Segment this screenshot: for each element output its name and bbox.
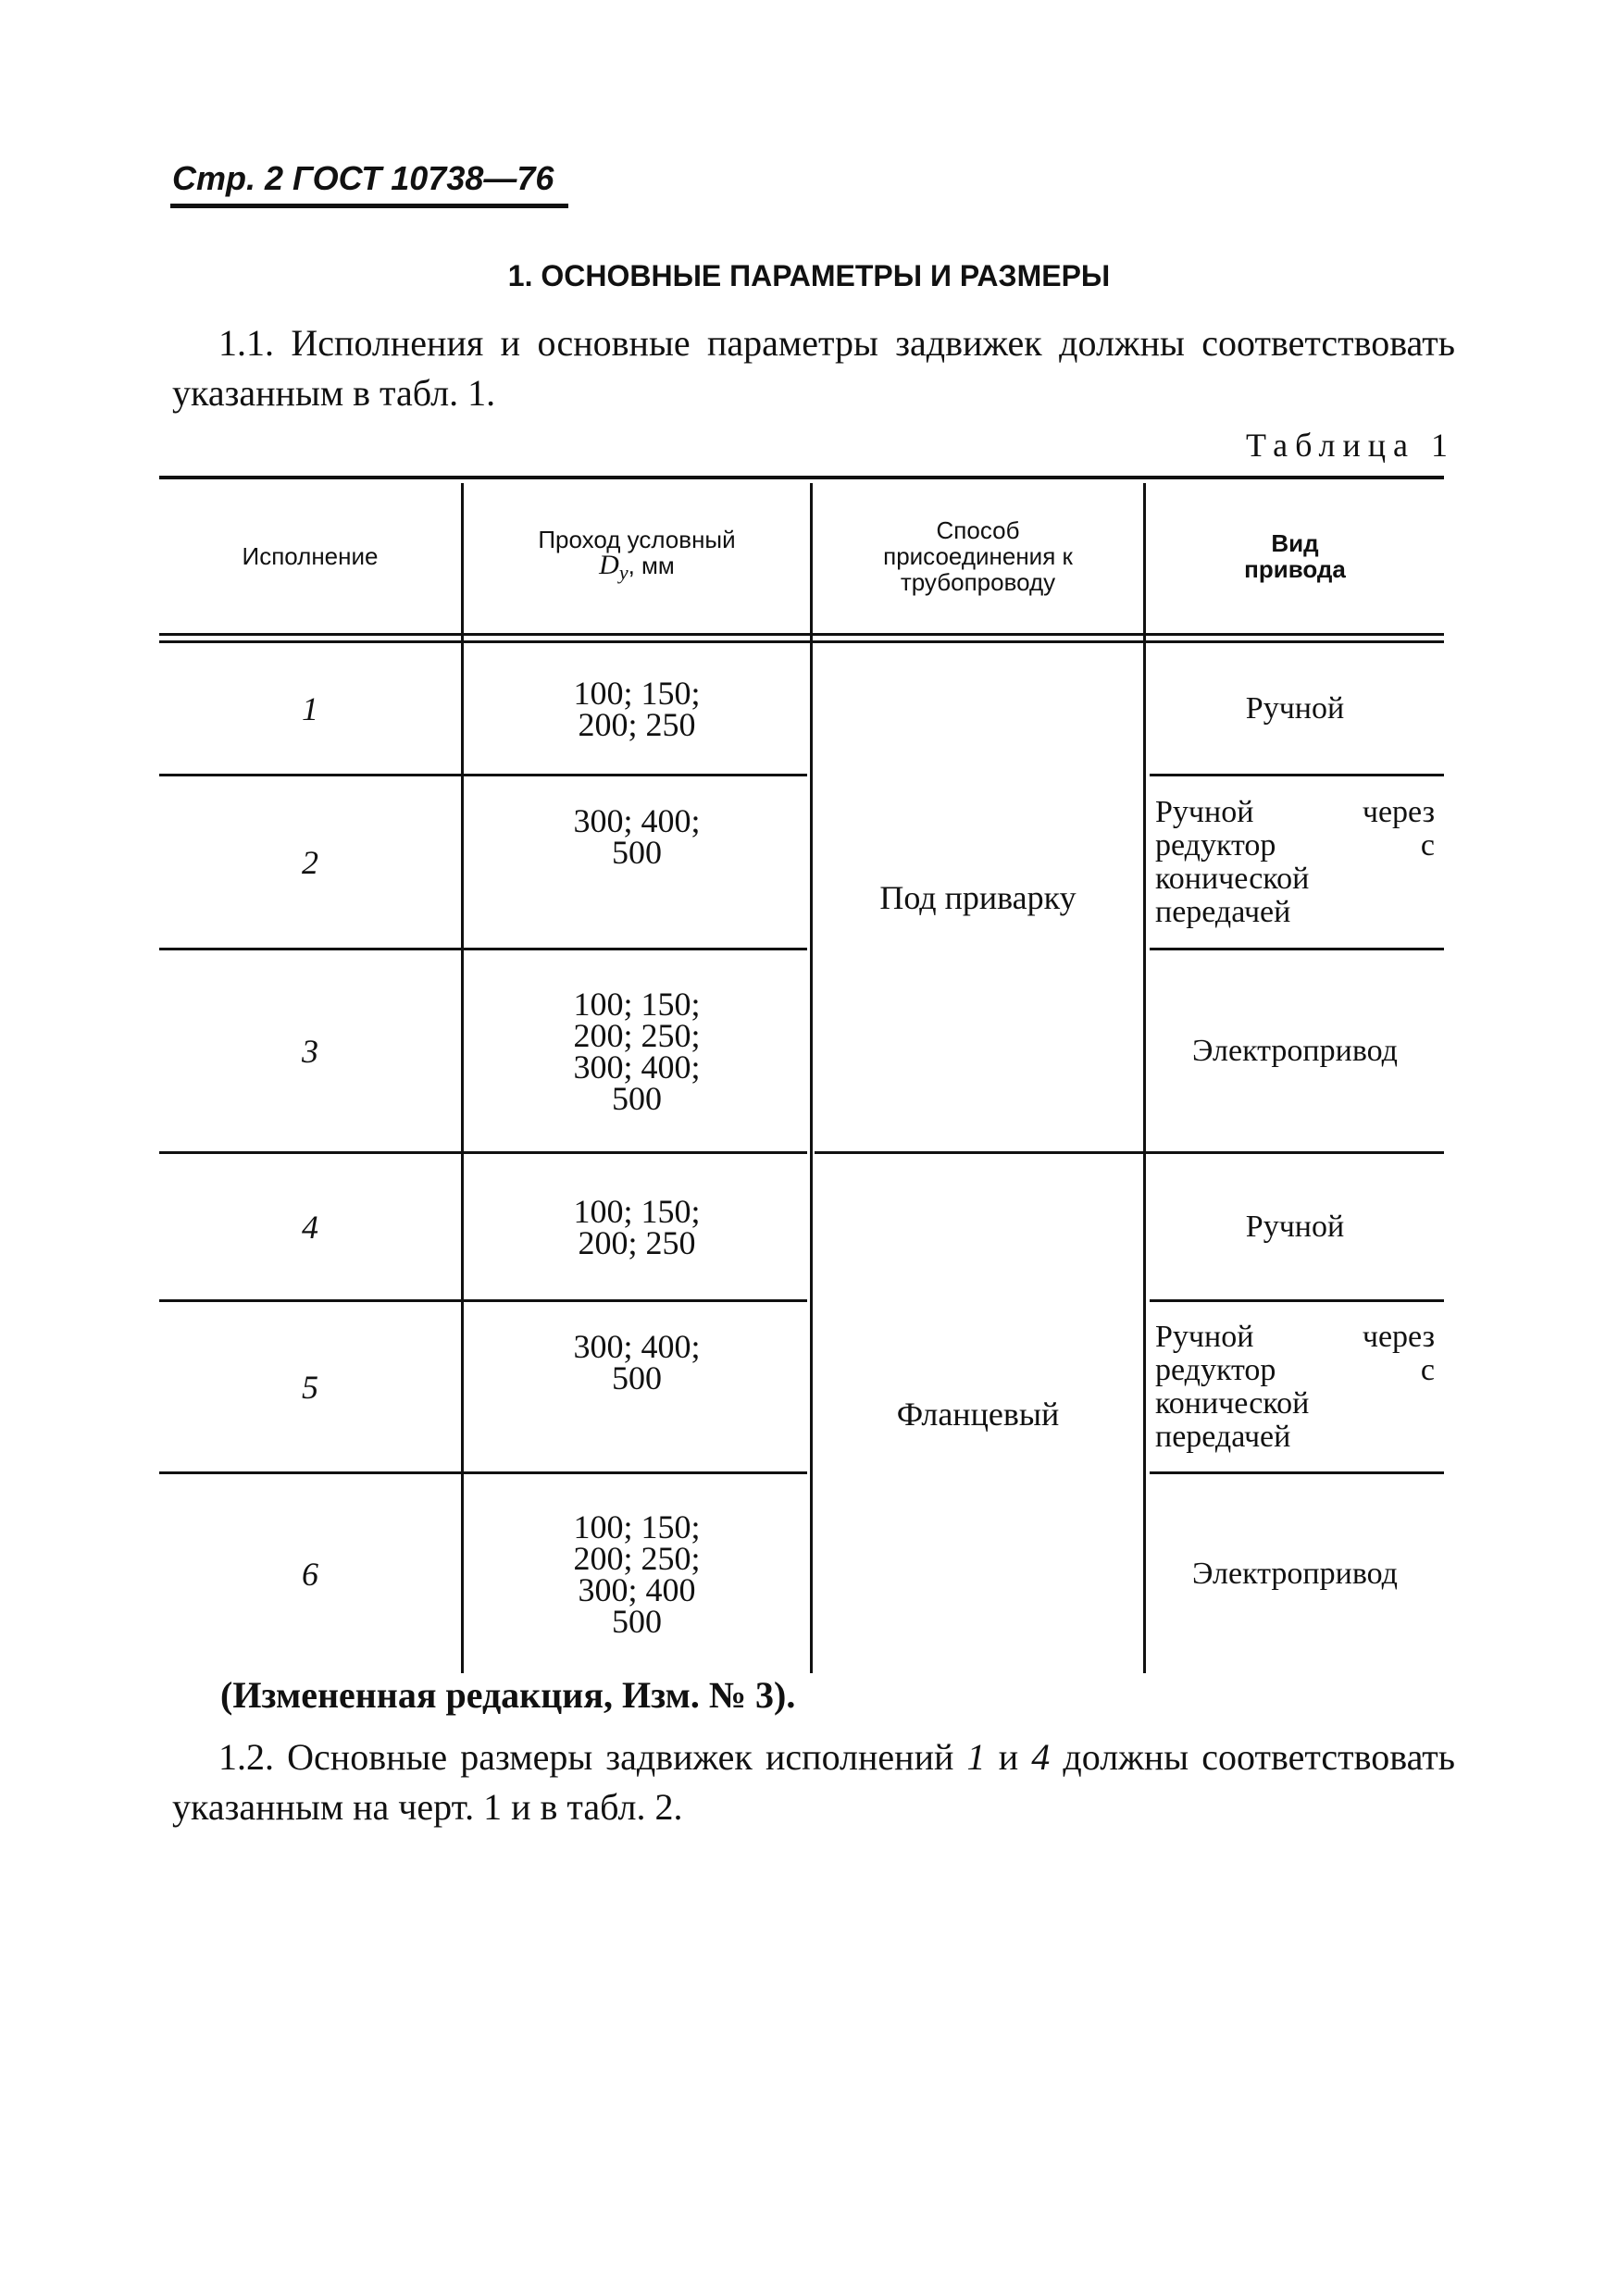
table-1 (159, 476, 1444, 1673)
cell-drive-2 (1146, 776, 1444, 948)
paragraph-1-1: 1.1. Исполнения и основные параметры задвижек должны соответствовать указанным в табл. 1. (172, 322, 1455, 414)
symbol-d-sub: у (618, 561, 629, 585)
unit-mm: , мм (628, 551, 675, 579)
cell-execution-5: 5 (302, 1368, 318, 1406)
table-label: Таблица 1 (1246, 427, 1455, 464)
cell-drive-3: Электропривод (1192, 1033, 1398, 1068)
cell-drive-5-text: Ручной через редуктор с конической передачей (1155, 1319, 1435, 1454)
cell-connection-flanged: Фланцевый (896, 1395, 1060, 1433)
symbol-d: D (599, 549, 619, 580)
header-nominal-bore (464, 481, 810, 631)
paragraph-1-2-before: 1.2. Основные размеры задвижек исполнений (218, 1736, 967, 1778)
header-drive (1146, 481, 1444, 631)
cell-drive-2-text: Ручной через редуктор с конической передачей (1155, 794, 1435, 929)
header-execution-text: Исполнение (242, 542, 379, 570)
header-double-rule-top (159, 633, 1444, 636)
header-nominal-bore-symbol-line (599, 549, 675, 586)
cell-drive-6: Электропривод (1192, 1556, 1398, 1591)
paragraph-1-2-num-a: 1 (966, 1736, 986, 1778)
cell-execution-6: 6 (302, 1555, 318, 1593)
cell-drive-4: Ручной (1245, 1209, 1345, 1244)
cell-drive-5 (1146, 1302, 1444, 1471)
cell-bore-2: 300; 400; 500 (573, 802, 701, 871)
cell-execution-4: 4 (302, 1208, 318, 1246)
cell-bore-6: 100; 150; 200; 250; 300; 400 500 (573, 1508, 701, 1640)
header-connection (813, 481, 1143, 631)
cell-execution-3: 3 (302, 1032, 318, 1070)
cell-bore-4: 100; 150; 200; 250 (573, 1192, 701, 1261)
paragraph-1-2-after: должны соответствовать указанным на черт. 1 и в табл. 2. (172, 1736, 1456, 1828)
header-rule (170, 204, 568, 208)
section-title: 1. ОСНОВНЫЕ ПАРАМЕТРЫ И РАЗМЕРЫ (507, 259, 1111, 292)
paragraph-1-2 (172, 1732, 1455, 1832)
cell-bore-3: 100; 150; 200; 250; 300; 400; 500 (573, 985, 701, 1117)
cell-bore-1: 100; 150; 200; 250 (573, 674, 701, 743)
header-nominal-bore-text: Проход условный (538, 525, 736, 553)
paragraph-1-2-num-b: 4 (1031, 1736, 1051, 1778)
cell-drive-1: Ручной (1245, 690, 1345, 726)
page-header: Стр. 2 ГОСТ 10738—76 (172, 159, 554, 197)
cell-bore-5: 300; 400; 500 (573, 1328, 701, 1396)
header-execution (159, 481, 461, 631)
cell-execution-2: 2 (302, 843, 318, 881)
header-drive-text: Вид привода (1244, 529, 1346, 583)
paragraph-1-2-middle: и (985, 1736, 1032, 1778)
cell-connection-welded: Под приварку (879, 878, 1077, 916)
amendment-note: (Измененная редакция, Изм. № 3). (220, 1674, 796, 1716)
table-top-rule (159, 476, 1444, 479)
cell-execution-1: 1 (302, 689, 318, 727)
header-connection-text: Способ присоединения к трубопроводу (883, 516, 1073, 596)
